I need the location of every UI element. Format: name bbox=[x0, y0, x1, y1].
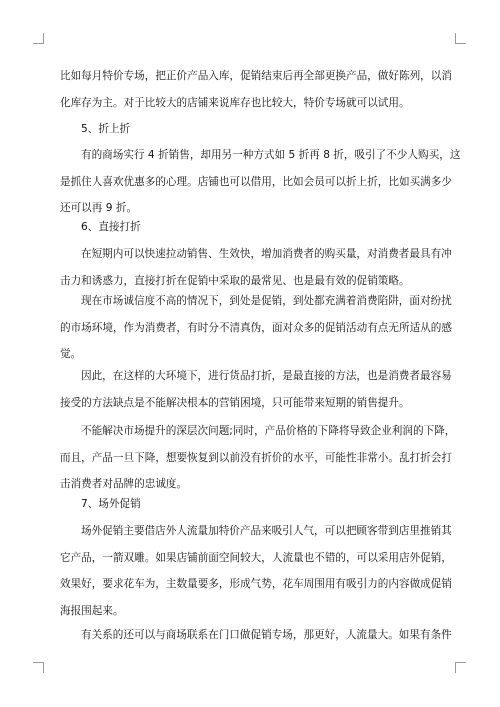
crop-mark-bottom-right bbox=[455, 662, 466, 673]
text-line: 的市场环境，作为消费者，有时分不清真伪，面对众多的促销活动有点无所适从的感 bbox=[60, 321, 452, 334]
text-line: 觉。 bbox=[60, 348, 82, 360]
text-line: 接受的方法缺点是不能解决根本的营销困境，只可能带来短期的销售提升。 bbox=[60, 396, 410, 409]
heading-discount-on-discount bbox=[60, 116, 442, 143]
text-line: 是抓住人喜欢优惠多的心理。店铺也可以借用，比如会员可以折上折，比如买满多少 bbox=[60, 175, 452, 188]
paragraph-special-sale-continued bbox=[60, 63, 452, 116]
text-line: 现在市场诚信度不高的情况下，到处是促销，到处都充满着消费陷阱，面对纷扰 bbox=[81, 295, 452, 307]
heading-text: 6、直接打折 bbox=[81, 221, 141, 233]
text-line: 比如每月特价专场，把正价产品入库，促销结束后再全部更换产品，做好陈列，以消 bbox=[60, 70, 452, 82]
crop-mark-bottom-left bbox=[33, 662, 44, 673]
crop-mark-top-right bbox=[455, 33, 466, 44]
text-line: 化库存为主。对于比较大的店铺来说库存也比较大，特价专场就可以试用。 bbox=[60, 96, 410, 109]
heading-direct-discount bbox=[60, 214, 442, 241]
text-line: 效果好，要求花车为，主数量要多，形成气势，花车周围用有吸引力的内容做成促销 bbox=[60, 578, 452, 590]
paragraph-therefore bbox=[60, 363, 452, 416]
heading-text: 5、折上折 bbox=[81, 123, 131, 135]
paragraph-downsides bbox=[60, 418, 456, 498]
text-line: 而且，产品一旦下降，想要恢复到以前没有折价的水平，可能性非常小。乱打折会打 bbox=[60, 451, 452, 464]
paragraph-mall-cooperation bbox=[60, 622, 452, 649]
text-line: 海报围起来。 bbox=[60, 604, 124, 617]
text-line: 还可以再 9 折。 bbox=[60, 202, 138, 214]
text-line: 场外促销主要借店外人流量加特价产品来吸引人气，可以把顾客带到店里推销其 bbox=[81, 525, 452, 537]
text-line: 有的商场实行 4 折销售，却用另一种方式如 5 折再 8 折，吸引了不少人购买，这 bbox=[81, 149, 461, 161]
paragraph-market-trust bbox=[60, 288, 452, 368]
paragraph-outdoor-promotion bbox=[60, 518, 452, 624]
heading-outdoor-promotion bbox=[60, 491, 442, 518]
text-line: 击消费者对品牌的忠诚度。 bbox=[60, 478, 188, 490]
text-line: 不能解决市场提升的深层次问题;同时，产品价格的下降将导致企业利润的下降， bbox=[81, 425, 456, 437]
text-line: 有关系的还可以与商场联系在门口做促销专场，那更好，人流量大。如果有条件 bbox=[81, 629, 452, 641]
text-line: 击力和诱惑力，直接打折在促销中采取的最常见、也是最有效的促销策略。 bbox=[60, 274, 410, 287]
heading-text: 7、场外促销 bbox=[81, 498, 141, 510]
paragraph-discount-on-discount bbox=[60, 142, 461, 222]
paragraph-direct-discount-intro bbox=[60, 241, 452, 294]
text-line: 它产品，一箭双雕。如果店铺前面空间较大，人流量也不错的，可以采用店外促销， bbox=[60, 551, 452, 564]
text-line: 因此，在这样的大环境下，进行货品打折，是最直接的方法，也是消费者最容易 bbox=[81, 370, 452, 382]
crop-mark-top-left bbox=[33, 33, 44, 44]
text-line: 在短期内可以快速拉动销售、生效快，增加消费者的购买量，对消费者最具有冲 bbox=[81, 248, 452, 260]
